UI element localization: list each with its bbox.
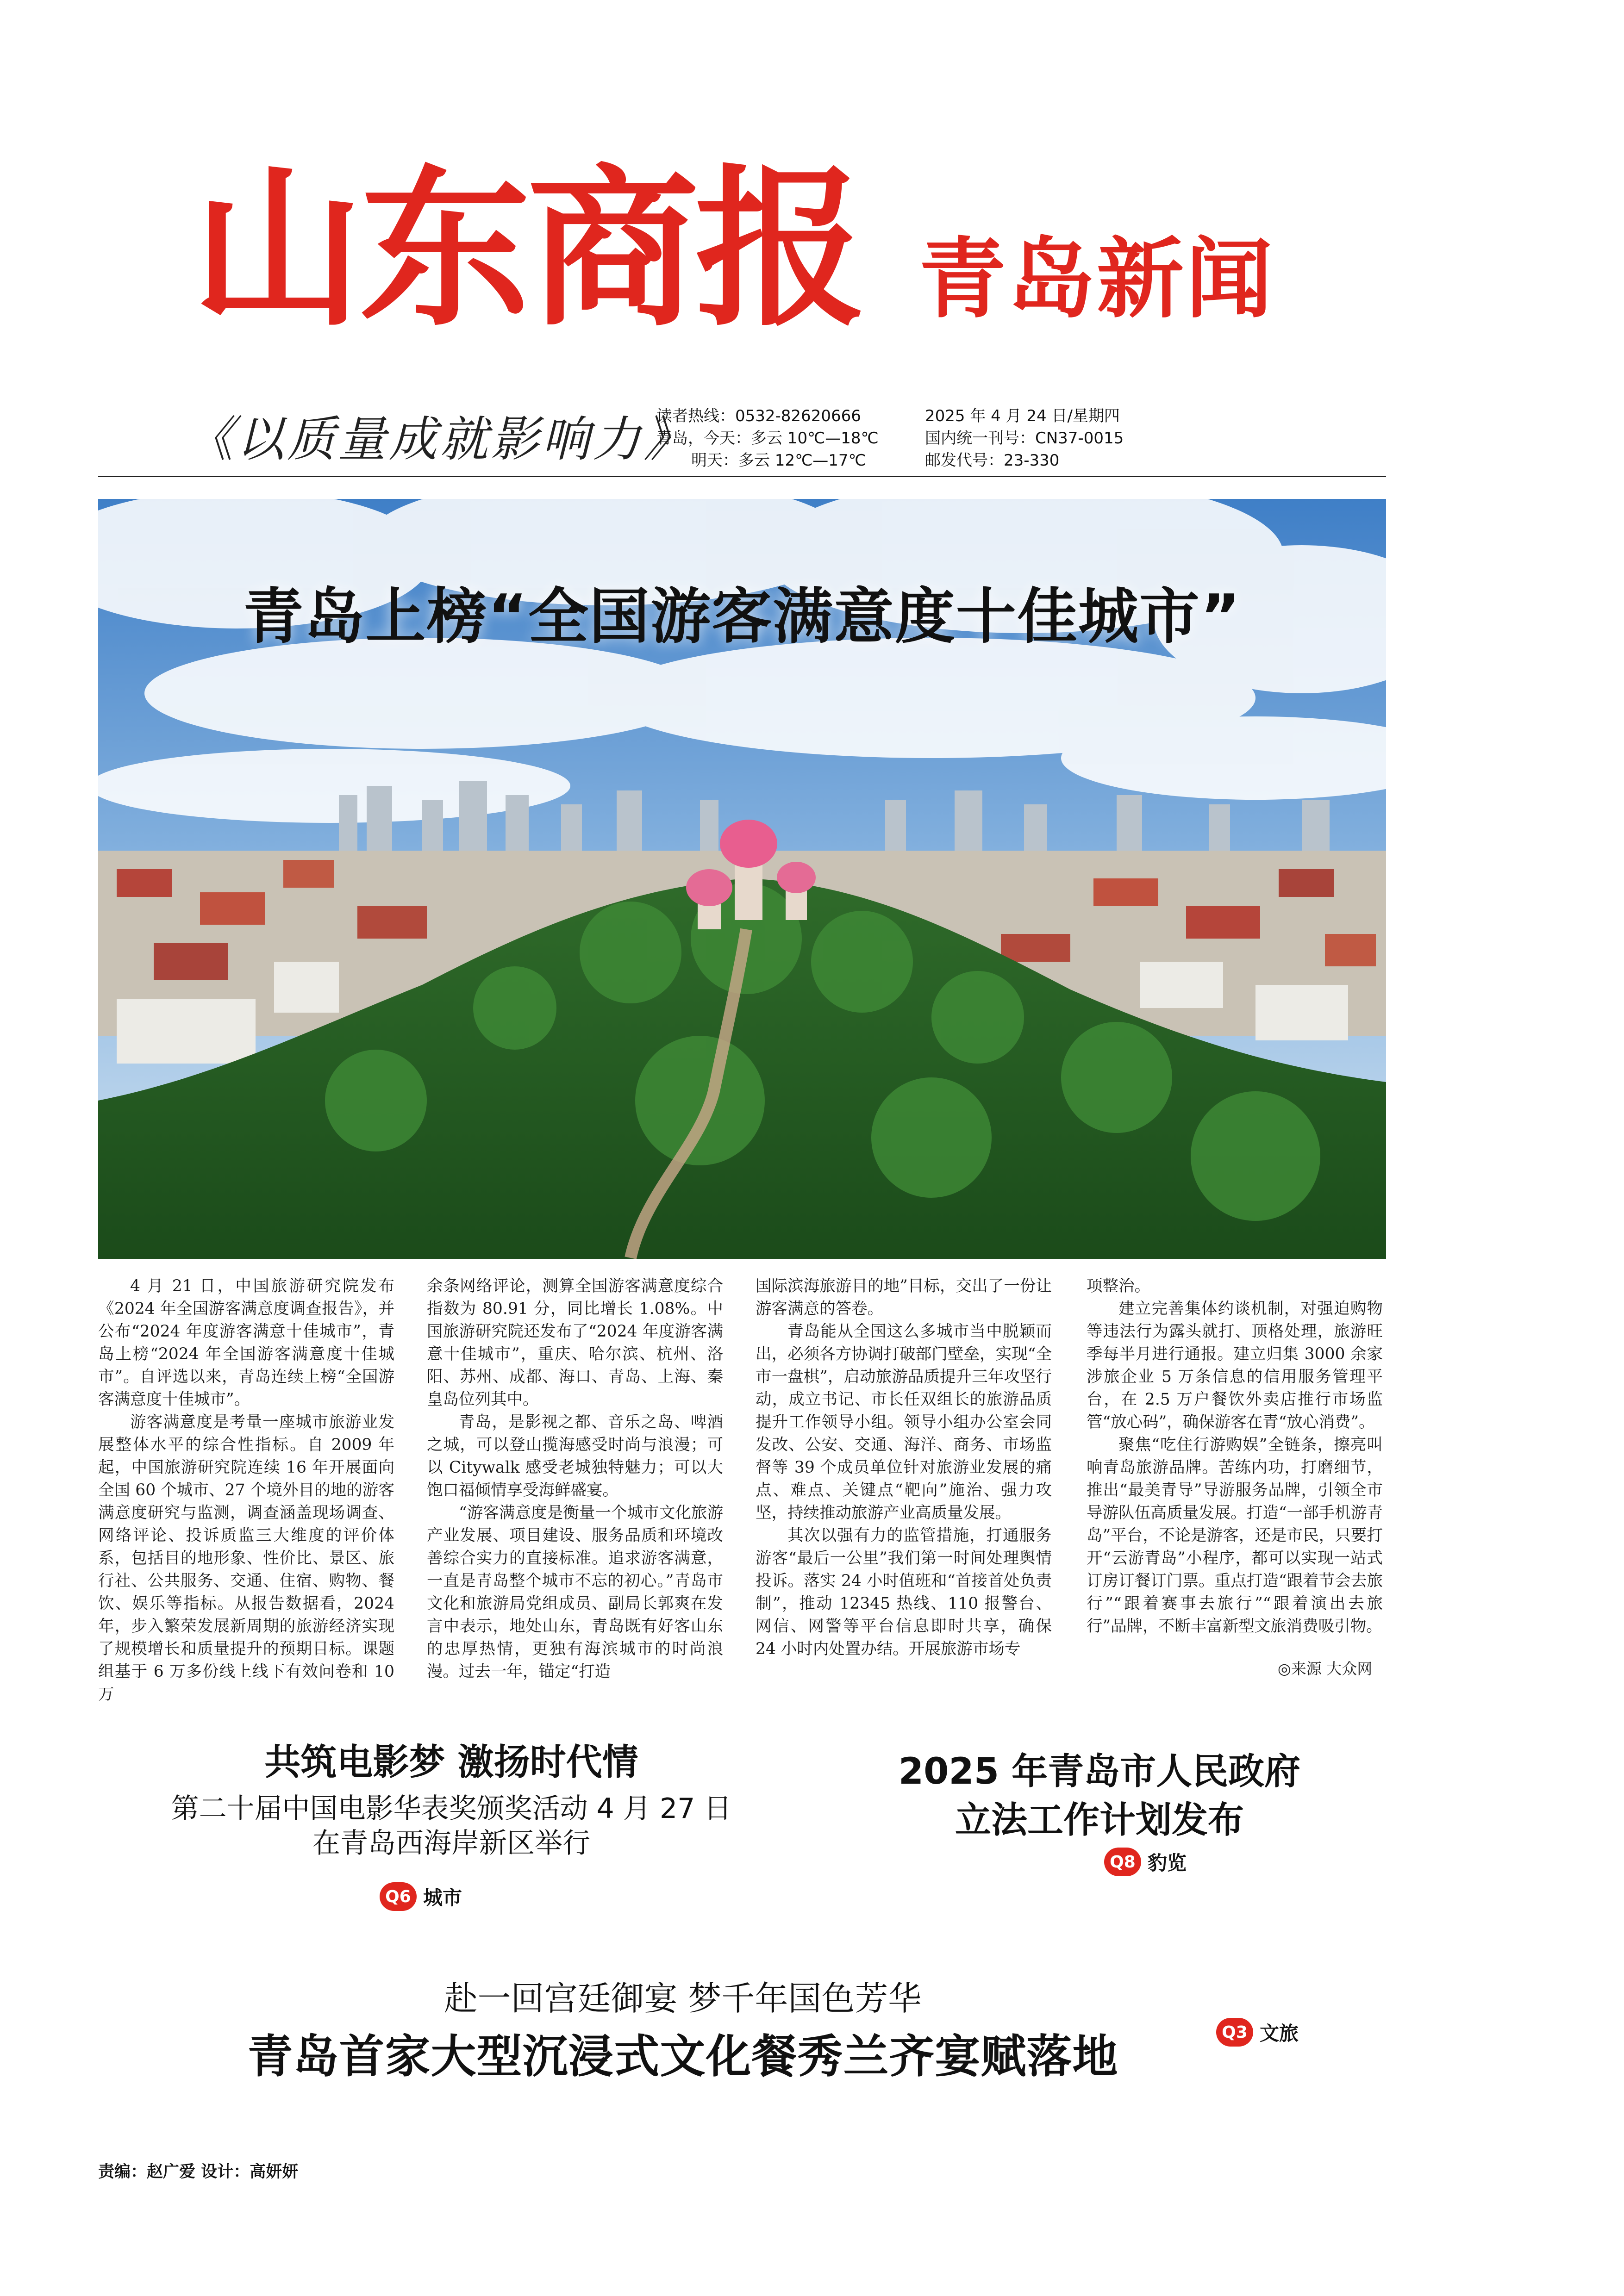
teaser-headline[interactable]: 2025 年青岛市人民政府 — [898, 1751, 1301, 1792]
page-badge-q8[interactable] — [1104, 1848, 1187, 1876]
teaser-subhead: 第二十届中国电影华表奖颁奖活动 4 月 27 日 — [171, 1792, 732, 1825]
paragraph: 聚焦“吃住行游购娱”全链条，擦亮叫响青岛旅游品牌。苦练内功，打磨细节，推出“最美青导”导游服务品牌，引领全市导游队伍高质量发展。打造“一部手机游青岛”平台，不论是游客，还是市民，只要打开“云游青岛”小程序，都可以实现一站式订房订餐订门票。重点打造“跟着节会去旅行”“跟着赛事去旅行”“跟着演出去旅行”品牌，不断丰富新型文旅消费吸引物。 — [1087, 1436, 1383, 1636]
page-number: Q8 — [1104, 1848, 1141, 1876]
article-column-2 — [427, 1275, 723, 1683]
paragraph: 青岛，是影视之都、音乐之岛、啤酒之城，可以登山揽海感受时尚与浪漫；可以 Citywalk 感受老城独特魅力；可以大饱口福倾情享受海鲜盛宴。 — [427, 1413, 723, 1500]
teaser-headline[interactable]: 青岛首家大型沉浸式文化餐秀兰齐宴赋落地 — [247, 2030, 1118, 2083]
edition-title: 青岛新闻 — [919, 229, 1274, 330]
masthead-divider — [98, 476, 1386, 477]
section-name: 城市 — [423, 1886, 462, 1909]
weather-today: 青岛，今天：多云 10℃—18℃ — [656, 429, 879, 448]
section-name: 豹览 — [1148, 1852, 1187, 1874]
paragraph: 青岛能从全国这么多城市当中脱颖而出，必须各方协调打破部门壁垒，实现“全市一盘棋”，启动旅游品质提升三年攻坚行动，成立书记、市长任双组长的旅游品质提升工作领导小组。领导小组办公室会同发改、公安、交通、海洋、商务、市场监督等 39 个成员单位针对旅游业发展的痛点、难点、关键点“靶向”施治、强力攻坚，持续推动旅游产业高质量发展。 — [756, 1322, 1052, 1522]
page-badge-q3[interactable] — [1216, 2018, 1299, 2047]
paragraph: 其次以强有力的监管措施，打通服务游客“最后一公里”我们第一时间处理舆情投诉。落实 24 小时值班和“首接首处负责制”，推动 12345 热线、110 报警台、网信、网警等平台信息即时共享，确保 24 小时内处置办结。开展旅游市场专 — [756, 1526, 1052, 1658]
article-source: ◎来源 大众网 — [1278, 1660, 1373, 1678]
article-column-4 — [1087, 1275, 1383, 1638]
info-block-issue — [925, 405, 1124, 472]
hero-photo — [98, 499, 1386, 1259]
issue-date: 2025 年 4 月 24 日/星期四 — [925, 407, 1120, 425]
section-name: 文旅 — [1260, 2022, 1299, 2045]
credit-separator — [195, 2163, 201, 2181]
page-number: Q6 — [380, 1882, 417, 1911]
paragraph: 项整治。 — [1087, 1277, 1150, 1295]
hero-headline: 青岛上榜“全国游客满意度十佳城市” — [243, 581, 1241, 652]
teaser-subhead: 赴一回宫廷御宴 梦千年国色芳华 — [444, 1979, 922, 2018]
designer-credit: 设计：高妍妍 — [201, 2163, 299, 2181]
page-badge-q6[interactable] — [380, 1882, 462, 1911]
teaser-subhead: 在青岛西海岸新区举行 — [312, 1827, 590, 1860]
teaser-headline[interactable]: 立法工作计划发布 — [955, 1799, 1244, 1841]
weather-tomorrow: 明天：多云 12℃—17℃ — [691, 451, 866, 470]
paragraph: 余条网络评论，测算全国游客满意度综合指数为 80.91 分，同比增长 1.08%。中国旅游研究院还发布了“2024 年度游客满意十佳城市”，重庆、哈尔滨、杭州、洛阳、苏州、成都、海口、青岛、上海、秦皇岛位列其中。 — [427, 1277, 723, 1409]
page-credits — [98, 2159, 298, 2182]
article-column-1 — [98, 1275, 394, 1706]
reader-hotline: 读者热线：0532-82620666 — [656, 407, 861, 425]
teaser-headline[interactable]: 共筑电影梦 激扬时代情 — [264, 1742, 638, 1783]
paragraph: 国际滨海旅游目的地”目标，交出了一份让游客满意的答卷。 — [756, 1277, 1052, 1318]
editor-credit: 责编：赵广爱 — [98, 2163, 196, 2181]
slogan: 《以质量成就影响力》 — [185, 411, 695, 467]
page-number: Q3 — [1216, 2018, 1253, 2047]
cn-number: 国内统一刊号：CN37-0015 — [925, 429, 1124, 448]
paragraph: “游客满意度是衡量一个城市文化旅游产业发展、项目建设、服务品质和环境改善综合实力的直接标准。追求游客满意，一直是青岛整个城市不忘的初心。”青岛市文化和旅游局党组成员、副局长郭爽在发言中表示，地处山东，青岛既有好客山东的忠厚热情，更独有海滨城市的时尚浪漫。过去一年，锚定“打造 — [427, 1504, 723, 1681]
lead-article — [98, 1275, 1386, 1704]
info-block-contact — [656, 405, 879, 472]
paragraph: 建立完善集体约谈机制，对强迫购物等违法行为露头就打、顶格处理，旅游旺季每半月进行通报。建立归集 3000 余家涉旅企业 5 万条信息的信用服务管理平台，在 2.5 万户餐饮外卖店推行市场监管“放心码”，确保游客在青“放心消费”。 — [1087, 1300, 1383, 1431]
paragraph: 4 月 21 日，中国旅游研究院发布《2024 年全国游客满意度调查报告》，并公布“2024 年度游客满意十佳城市”，青岛上榜“2024 年全国游客满意度十佳城市”。自评选以来，青岛连续上榜“全国游客满意度十佳城市”。 — [98, 1277, 394, 1409]
masthead-title: 山东商报 — [192, 150, 862, 349]
article-column-3 — [756, 1275, 1052, 1661]
paragraph: 游客满意度是考量一座城市旅游业发展整体水平的综合性指标。自 2009 年起，中国旅游研究院连续 16 年开展面向全国 60 个城市、27 个境外目的地的游客满意度研究与监测，调查涵盖现场调查、网络评论、投诉质监三大维度的评价体系，包括目的地形象、性价比、景区、旅行社、公共服务、交通、住宿、购物、餐饮、娱乐等指标。从报告数据看，2024 年，步入繁荣发展新周期的旅游经济实现了规模增长和质量提升的预期目标。课题组基于 6 万多份线上线下有效问卷和 10 万 — [98, 1413, 394, 1704]
postal-code: 邮发代号：23-330 — [925, 451, 1060, 470]
